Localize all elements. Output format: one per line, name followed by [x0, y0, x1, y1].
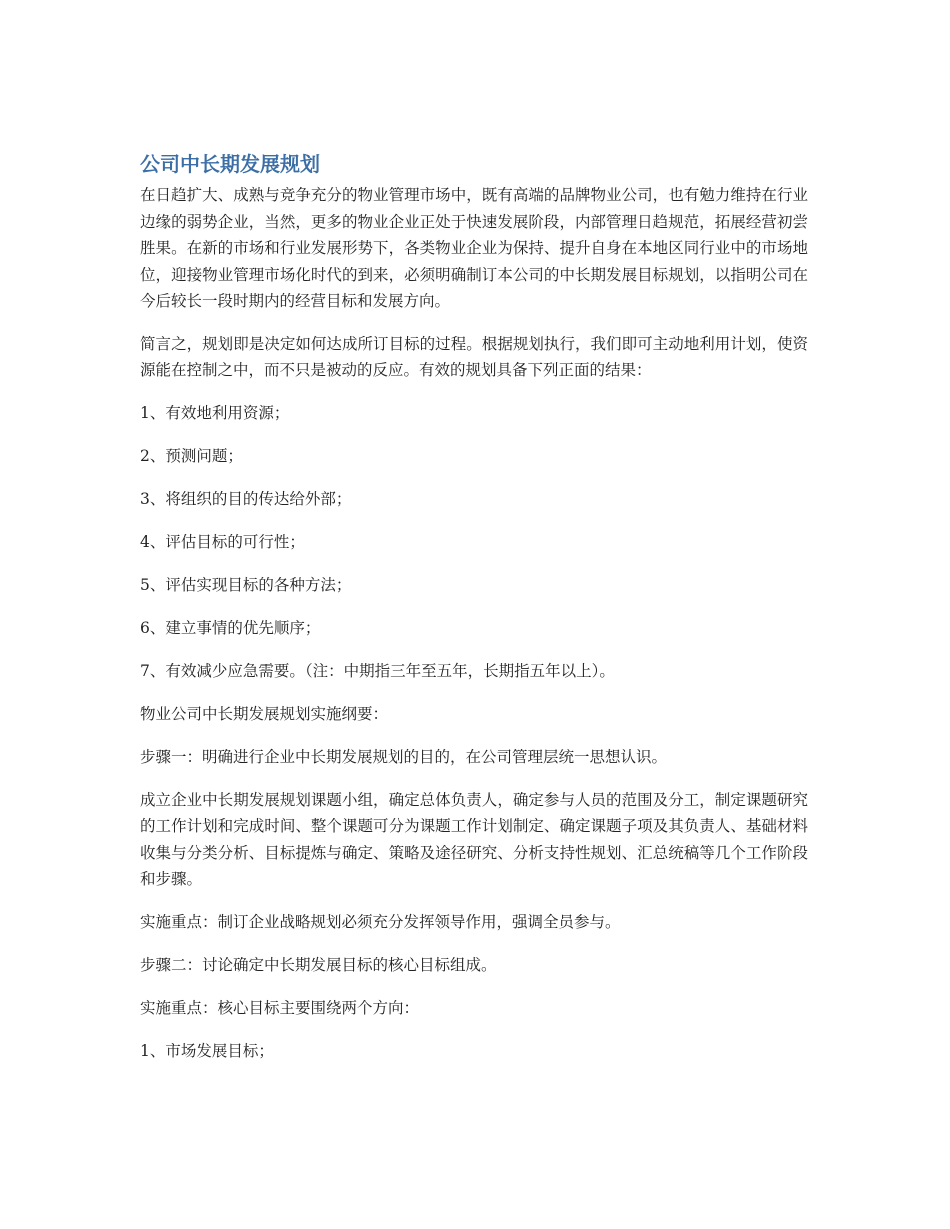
list-item: 4、评估目标的可行性；	[140, 532, 305, 551]
document-page	[140, 148, 808, 1081]
key-point-paragraph: 实施重点：核心目标主要围绕两个方向：	[140, 998, 420, 1017]
list-item: 3、将组织的目的传达给外部；	[140, 489, 352, 508]
planning-definition-paragraph: 简言之，规划即是决定如何达成所订目标的过程。根据规划执行，我们即可主动地利用计划，使资源能在控制之中，而不只是被动的反应。有效的规划具备下列正面的结果：	[140, 334, 808, 379]
list-item: 6、建立事情的优先顺序；	[140, 618, 321, 637]
list-item: 2、预测问题；	[140, 446, 243, 465]
document-title: 公司中长期发展规划	[140, 152, 320, 176]
list-item: 5、评估实现目标的各种方法；	[140, 575, 352, 594]
task-group-paragraph: 成立企业中长期发展规划课题小组，确定总体负责人，确定参与人员的范围及分工，制定课题研究的工作计划和完成时间、整个课题可分为课题工作计划制定、确定课题子项及其负责人、基础材料收集与分类分析、目标提炼与确定、策略及途径研究、分析支持性规划、汇总统稿等几个工作阶段和步骤。	[140, 790, 808, 888]
list-item: 1、有效地利用资源；	[140, 403, 290, 422]
intro-paragraph: 在日趋扩大、成熟与竞争充分的物业管理市场中，既有高端的品牌物业公司，也有勉力维持在行业边缘的弱势企业，当然，更多的物业企业正处于快速发展阶段，内部管理日趋规范，拓展经营初尝胜果。在新的市场和行业发展形势下，各类物业企业为保持、提升自身在本地区同行业中的市场地位，迎接物业管理市场化时代的到来，必须明确制订本公司的中长期发展目标规划，以指明公司在今后较长一段时期内的经营目标和发展方向。	[140, 186, 808, 310]
outline-heading: 物业公司中长期发展规划实施纲要：	[140, 704, 389, 723]
step-one-paragraph: 步骤一：明确进行企业中长期发展规划的目的，在公司管理层统一思想认识。	[140, 747, 668, 766]
key-point-paragraph: 实施重点：制订企业战略规划必须充分发挥领导作用，强调全员参与。	[140, 912, 621, 931]
list-item: 1、市场发展目标；	[140, 1041, 274, 1060]
list-item: 7、有效减少应急需要。（注：中期指三年至五年，长期指五年以上）。	[140, 661, 615, 680]
step-two-paragraph: 步骤二：讨论确定中长期发展目标的核心目标组成。	[140, 955, 497, 974]
